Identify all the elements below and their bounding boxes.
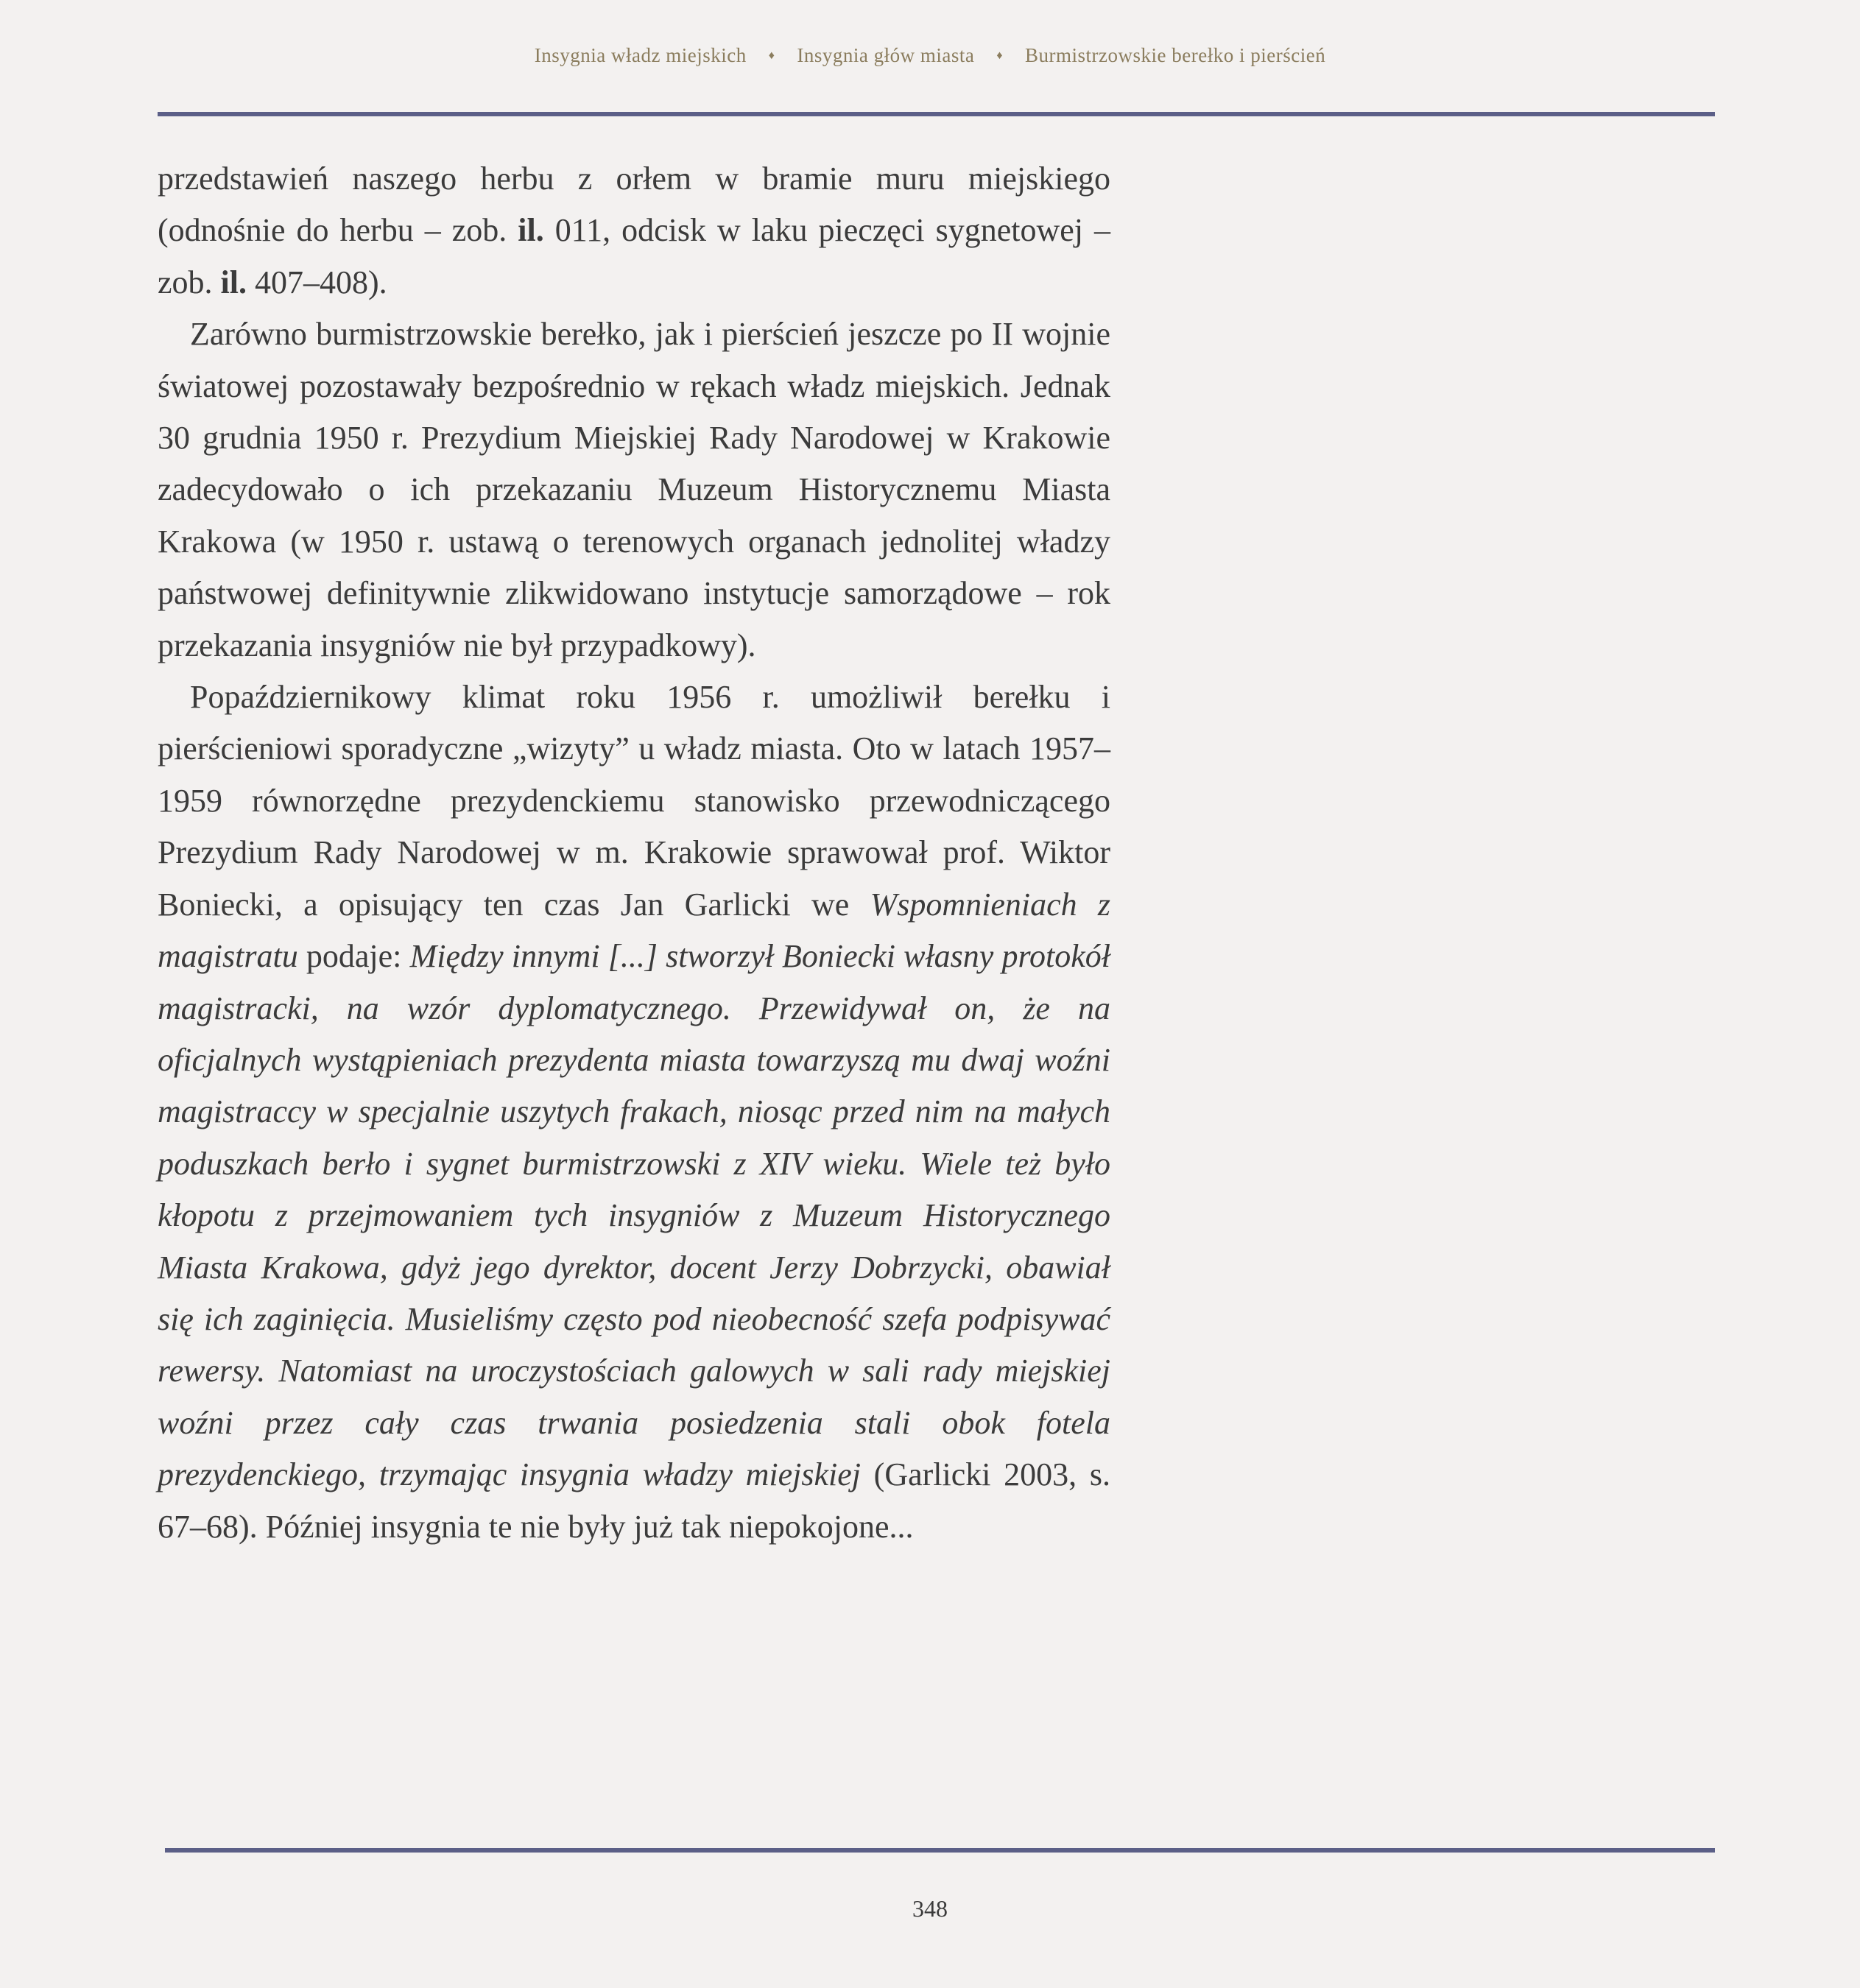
paragraph-text: Popaździernikowy klimat roku 1956 r. umożliwił berełku i pierścieniowi sporadyczne „wizyty” u władz miasta. Oto w latach 1957–1959 równorzędne prezydenckiemu stanowisko przewodniczącego Prezydium Rady Narodowej w m. Krakowie sprawował prof. Wiktor Boniecki, a opisujący ten czas Jan Garlicki we [158,679,1110,923]
illustration-ref: il. [518,212,544,249]
footer-rule [165,1848,1715,1853]
paragraph-2: Zarówno burmistrzowskie berełko, jak i pierścień jeszcze po II wojnie światowej pozostawały bezpośrednio w rękach władz miejskich. Jednak 30 grudnia 1950 r. Prezydium Miejskiej Rady Narodowej w Krakowie zadecydowało o ich przekazaniu Muzeum Historycznemu Miasta Krakowa (w 1950 r. ustawą o terenowych organach jednolitej władzy państwowej definitywnie zlikwidowano instytucje samorządowe – rok przekazania insygniów nie był przypadkowy). [158,316,1110,663]
paragraph-3 [158,672,1110,1553]
illustration-ref: il. [220,264,247,300]
paragraph-text: 407–408). [246,264,387,300]
header-rule [158,112,1715,116]
paragraph-1 [158,153,1110,309]
paragraph-text: przedstawień naszego herbu z orłem w bramie muru miejskiego (odnośnie do herbu – zob. [158,161,1110,249]
body-text [158,153,1110,1553]
page-number: 348 [912,1895,948,1922]
header-separator: ♦ [996,49,1004,62]
paragraph-text: (Garlicki 2003, s. 67–68). Później insygnia te nie były już tak niepokojone... [158,1456,1110,1545]
header-section-2: Insygnia głów miasta [797,44,975,66]
book-title: Wspomnieniach z magistratu [158,886,1110,975]
paragraph-text: podaje: [297,938,410,975]
quotation: Między innymi [...] stworzył Boniecki własny protokół magistracki, na wzór dyplomatycznego. Przewidywał on, że na oficjalnych wystąpieniach prezydenta miasta towarzyszą mu dwaj woźni magistraccy w specjalnie uszytych frakach, niosąc przed nim na małych poduszkach berło i sygnet burmistrzowski z XIV wieku. Wiele też było kłopotu z przejmowaniem tych insygniów z Muzeum Historycznego Miasta Krakowa, gdyż jego dyrektor, docent Jerzy Dobrzycki, obawiał się ich zaginięcia. Musieliśmy często pod nieobecność szefa podpisywać rewersy. Natomiast na uroczystościach galowych w sali rady miejskiej woźni przez cały czas trwania posiedzenia stali obok fotela prezydenckiego, trzymając insygnia władzy miejskiej [158,938,1110,1493]
paragraph-text: 011, odcisk w laku pieczęci sygnetowej – zob. [158,212,1110,300]
header-section-1: Insygnia władz miejskich [534,44,747,66]
header-section-3: Burmistrzowskie berełko i pierścień [1025,44,1326,66]
header-separator: ♦ [768,49,775,62]
running-header [0,44,1860,67]
